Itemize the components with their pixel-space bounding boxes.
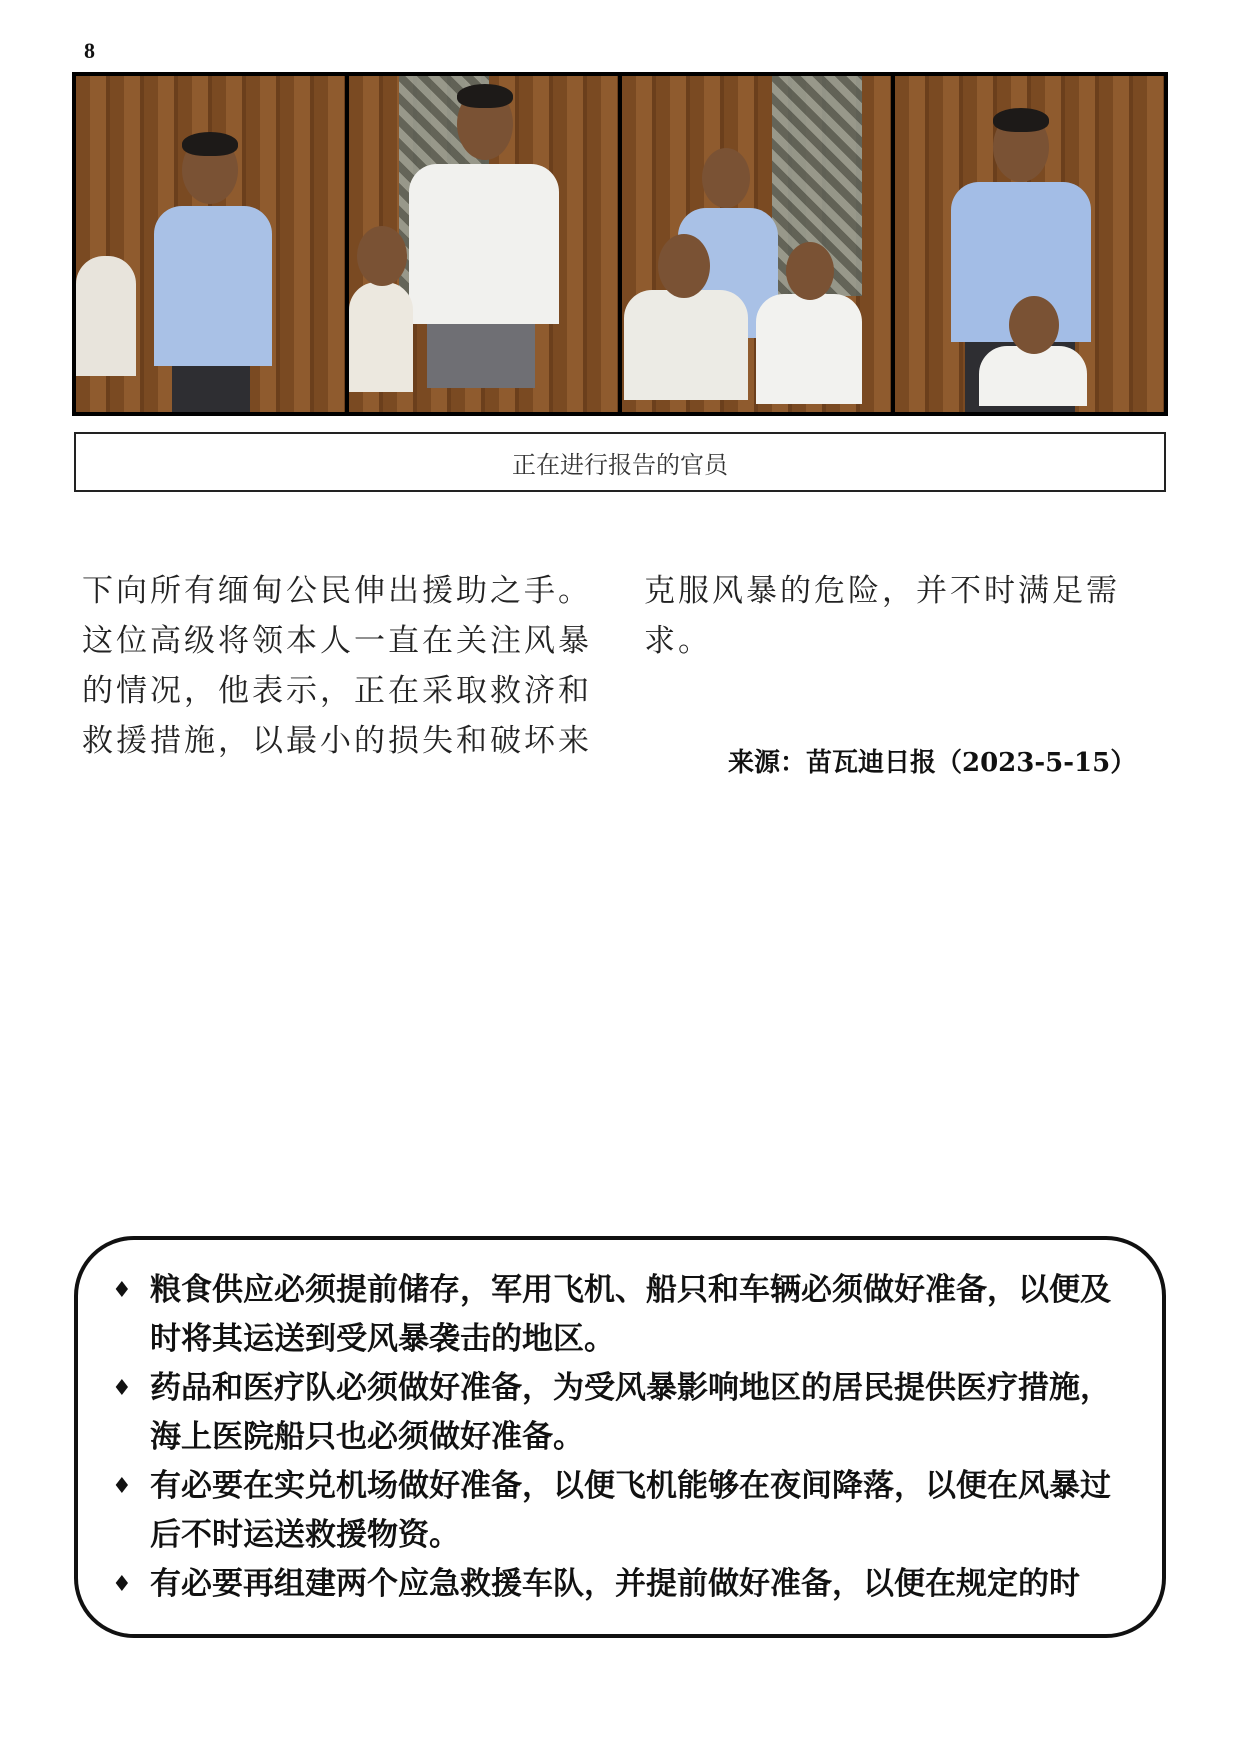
directive-item xyxy=(106,1266,1124,1364)
article-left-column: 下向所有缅甸公民伸出援助之手。这位高级将领本人一直在关注风暴的情况，他表示，正在采取救济和救援措施，以最小的损失和破坏来 xyxy=(82,573,592,759)
diamond-bullet-icon: ♦ xyxy=(112,1571,132,1597)
photo-strip xyxy=(72,72,1168,416)
page-number: 8 xyxy=(84,38,95,63)
directives-box xyxy=(74,1236,1166,1638)
directive-text: 有必要在实兑机场做好准备，以便飞机能够在夜间降落，以便在风暴过后不时运送救援物资。 xyxy=(150,1468,1111,1553)
diamond-bullet-icon: ♦ xyxy=(112,1277,132,1303)
directive-text: 药品和医疗队必须做好准备，为受风暴影响地区的居民提供医疗措施，海上医院船只也必须做好准备。 xyxy=(150,1370,1111,1455)
diamond-bullet-icon: ♦ xyxy=(112,1473,132,1499)
directive-item xyxy=(106,1462,1124,1560)
directive-text: 粮食供应必须提前储存，军用飞机、船只和车辆必须做好准备，以便及时将其运送到受风暴袭击的地区。 xyxy=(150,1272,1111,1357)
photo-official-1 xyxy=(76,76,345,412)
photo-official-2 xyxy=(349,76,618,412)
photo-caption: 正在进行报告的官员 xyxy=(74,432,1166,492)
photo-official-4 xyxy=(895,76,1164,412)
diamond-bullet-icon: ♦ xyxy=(112,1375,132,1401)
directive-item xyxy=(106,1560,1124,1609)
directive-item xyxy=(106,1364,1124,1462)
directive-text: 有必要再组建两个应急救援车队，并提前做好准备，以便在规定的时 xyxy=(150,1566,1080,1602)
article-source: 来源：苗瓦迪日报（2023-5-15） xyxy=(728,748,1137,778)
article-right-column: 克服风暴的危险，并不时满足需求。 xyxy=(644,573,1120,659)
photo-official-3 xyxy=(622,76,891,412)
